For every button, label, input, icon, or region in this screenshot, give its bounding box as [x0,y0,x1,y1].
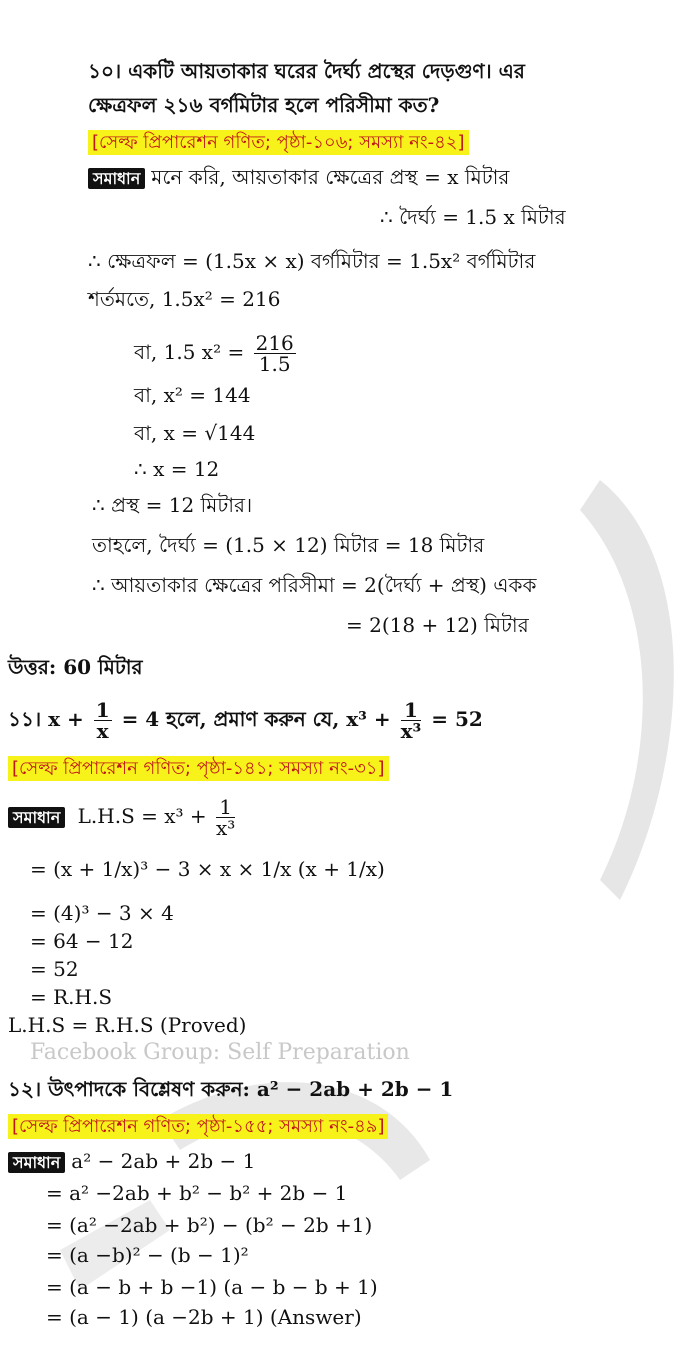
q12-line0 [8,1148,255,1176]
q10-step5-fraction [254,333,296,374]
q11-ref-text: [সেল্ফ প্রিপারেশন গণিত; পৃষ্ঠা-১৪১; সমস্যা নং-৩১] [8,756,389,781]
q11-line3: = 64 − 12 [30,929,134,953]
q12-question: ১২। উৎপাদকে বিশ্লেষণ করুন: a² − 2ab + 2b − 1 [8,1077,454,1101]
q10-step3: ∴ ক্ষেত্রফল = (1.5x × x) বর্গমিটার = 1.5x² বর্গমিটার [88,249,536,273]
frac-den: 1.5 [258,352,291,376]
q10-step8: ∴ x = 12 [134,457,220,481]
q11-line5: = R.H.S [30,985,113,1009]
frac-den: x³ [216,816,236,840]
solution-tag: সমাধান [8,807,65,828]
q10-step5-left: বা, 1.5 x² = [134,340,245,364]
q12-line3: = (a −b)² − (b − 1)² [46,1243,249,1267]
q10-line2: ক্ষেত্রফল ২১৬ বর্গমিটার হলে পরিসীমা কত? [88,93,440,117]
q10-step1-text: মনে করি, আয়তাকার ক্ষেত্রের প্রস্থ = x মিটার [151,165,510,189]
q10-step12: = 2(18 + 12) মিটার [346,613,529,637]
solution-tag: সমাধান [88,168,145,189]
q11-reference [8,754,389,782]
q10-step7: বা, x = √144 [134,421,256,445]
frac-num: 216 [255,331,294,355]
frac-den: x³ [400,719,422,743]
q10-reference [88,128,469,156]
q10-step11: ∴ আয়তাকার ক্ষেত্রের পরিসীমা = 2(দৈর্ঘ্য + প্রস্থ) একক [92,573,537,597]
q11-line2: = (4)³ − 3 × 4 [30,901,174,925]
q10-answer: উত্তর: 60 মিটার [8,655,143,679]
solution-tag: সমাধান [8,1152,65,1173]
q10-step2: ∴ দৈর্ঘ্য = 1.5 x মিটার [380,205,566,229]
q11-lhs-fraction [216,797,235,838]
q10-line1: ১০। একটি আয়তাকার ঘরের দৈর্ঘ্য প্রস্থের দেড়গুণ। এর [88,59,525,83]
q11-fraction1 [94,700,112,741]
q10-step1 [88,164,509,192]
q12-line5: = (a − 1) (a −2b + 1) (Answer) [46,1305,362,1329]
q11-end: = 52 [431,707,483,731]
watermark-text: Facebook Group: Self Preparation [30,1040,410,1065]
q10-step5 [134,322,299,382]
q12-ref-text: [সেল্ফ প্রিপারেশন গণিত; পৃষ্ঠা-১৫৫; সমস্যা নং-৪৯] [8,1114,388,1139]
q11-fraction2 [401,700,422,741]
q11-lhs-text: L.H.S = x³ + [77,804,207,828]
q10-step9: ∴ প্রস্থ = 12 মিটার। [92,493,253,517]
q11-line4: = 52 [30,957,79,981]
q11-line6: L.H.S = R.H.S (Proved) [8,1013,247,1037]
q11-mid: = 4 হলে, প্রমাণ করুন যে, x³ + [121,707,391,731]
q10-step10: তাহলে, দৈর্ঘ্য = (1.5 × 12) মিটার = 18 মিটার [92,533,485,557]
frac-den: x [96,719,109,743]
q12-line4: = (a − b + b −1) (a − b − b + 1) [46,1275,378,1299]
q10-step4: শর্তমতে, 1.5x² = 216 [88,287,281,311]
frac-num: 1 [216,797,235,818]
q12-line1: = a² −2ab + b² − b² + 2b − 1 [46,1181,348,1205]
frac-num: 1 [401,700,422,721]
q12-line2: = (a² −2ab + b²) − (b² − 2b +1) [46,1213,373,1237]
frac-num: 1 [95,698,110,722]
q11-prefix: ১১। x + [8,707,84,731]
q12-line0-text: a² − 2ab + 2b − 1 [71,1149,256,1173]
q12-reference [8,1112,388,1140]
q11-line1: = (x + 1/x)³ − 3 × x × 1/x (x + 1/x) [30,857,385,881]
q11-question [8,694,483,744]
q10-ref-text: [সেল্ফ প্রিপারেশন গণিত; পৃষ্ঠা-১০৬; সমস্যা নং-৪২] [88,130,469,155]
q11-lhs [8,790,238,844]
q10-step6: বা, x² = 144 [134,383,251,407]
